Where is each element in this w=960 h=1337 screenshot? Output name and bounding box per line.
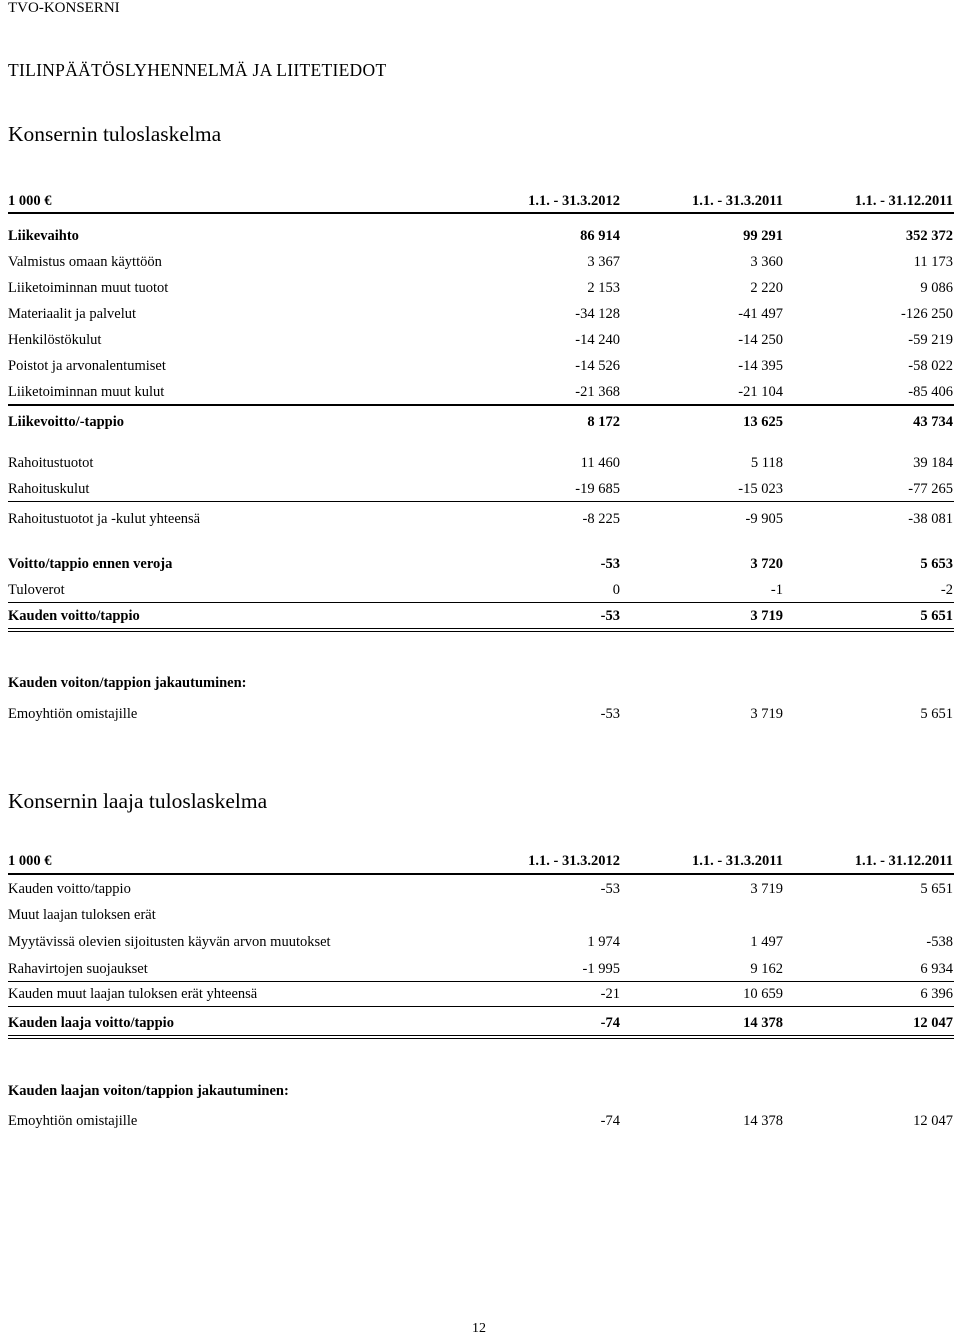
row-label: Rahoitustuotot: [8, 455, 94, 471]
row-value: 3 719: [750, 706, 783, 722]
company-name: TVO-KONSERNI: [8, 0, 120, 16]
row-value: -59 219: [908, 332, 953, 348]
row-value: 5 651: [920, 608, 953, 624]
distribution-title-label: Kauden laajan voiton/tappion jakautuminen:: [8, 1083, 289, 1099]
table-row: [0, 224, 960, 248]
row-value: -2: [940, 582, 953, 598]
table-row: [0, 354, 960, 378]
row-value: -74: [600, 1015, 620, 1031]
table-row: [0, 552, 960, 576]
table-row: [0, 302, 960, 326]
row-rule: [8, 602, 954, 603]
distribution-row: [0, 1109, 960, 1133]
row-value: 12 047: [913, 1015, 953, 1031]
row-value: 352 372: [905, 228, 953, 244]
row-value: 5 651: [920, 881, 953, 897]
row-value: -41 497: [738, 306, 783, 322]
row-label: Emoyhtiön omistajille: [8, 1113, 138, 1129]
row-value: 3 719: [750, 608, 783, 624]
table-row: [0, 507, 960, 531]
row-value: -1: [770, 582, 783, 598]
row-value: -21 104: [738, 384, 783, 400]
row-value: 14 378: [743, 1113, 783, 1129]
column-header: 1.1. - 31.3.2012: [528, 193, 620, 209]
row-value: 5 653: [920, 556, 953, 572]
row-value: -126 250: [901, 306, 953, 322]
document-title: TILINPÄÄTÖSLYHENNELMÄ JA LIITETIEDOT: [8, 60, 387, 80]
row-value: -14 240: [575, 332, 620, 348]
row-label: Kauden laaja voitto/tappio: [8, 1015, 174, 1031]
row-value: -34 128: [575, 306, 620, 322]
row-value: -53: [600, 881, 620, 897]
row-label: Myytävissä olevien sijoitusten käyvän arvon muutokset: [8, 934, 331, 950]
row-label: Liikevoitto/-tappio: [8, 414, 125, 430]
row-value: 3 719: [750, 881, 783, 897]
row-label: Rahoituskulut: [8, 481, 90, 497]
row-label: Kauden voitto/tappio: [8, 608, 140, 624]
row-value: 3 367: [587, 254, 620, 270]
row-label: Emoyhtiön omistajille: [8, 706, 138, 722]
row-label: Tuloverot: [8, 582, 65, 598]
row-value: 5 651: [920, 706, 953, 722]
table-row: [0, 982, 960, 1006]
row-label: Valmistus omaan käyttöön: [8, 254, 162, 270]
table-row: [0, 276, 960, 300]
table-row: [0, 250, 960, 274]
comprehensive-header-row: [0, 849, 960, 873]
row-value: 2 220: [750, 280, 783, 296]
row-label: Voitto/tappio ennen veroja: [8, 556, 173, 572]
row-value: -14 526: [575, 358, 620, 374]
row-value: 1 974: [587, 934, 620, 950]
row-value: -38 081: [908, 511, 953, 527]
row-value: 3 720: [750, 556, 783, 572]
row-label: Liikevaihto: [8, 228, 79, 244]
row-value: -58 022: [908, 358, 953, 374]
column-header: 1.1. - 31.12.2011: [854, 193, 953, 209]
row-value: -53: [600, 706, 620, 722]
header-rule: [8, 212, 954, 214]
row-value: -53: [600, 608, 620, 624]
row-value: 0: [612, 582, 620, 598]
row-value: -14 250: [738, 332, 783, 348]
row-value: 8 172: [587, 414, 620, 430]
row-rule: [8, 628, 954, 632]
table-row: [0, 410, 960, 434]
row-label: Liiketoiminnan muut tuotot: [8, 280, 169, 296]
row-label: Kauden voitto/tappio: [8, 881, 131, 897]
row-value: -1 995: [582, 961, 620, 977]
table-row: [0, 477, 960, 501]
row-value: 3 360: [750, 254, 783, 270]
row-label: Henkilöstökulut: [8, 332, 102, 348]
row-value: 6 934: [920, 961, 953, 977]
row-label: Liiketoiminnan muut kulut: [8, 384, 165, 400]
row-label: Rahavirtojen suojaukset: [8, 961, 148, 977]
row-value: 99 291: [743, 228, 783, 244]
row-value: 14 378: [743, 1015, 783, 1031]
row-value: -538: [926, 934, 953, 950]
distribution-row: [0, 702, 960, 726]
row-label: Kauden muut laajan tuloksen erät yhteensä: [8, 986, 258, 1002]
unit-label: 1 000 €: [8, 193, 52, 209]
row-value: -19 685: [575, 481, 620, 497]
row-value: 13 625: [743, 414, 783, 430]
row-value: -77 265: [908, 481, 953, 497]
row-value: 2 153: [587, 280, 620, 296]
header-rule: [8, 873, 954, 875]
distribution-title: [0, 1079, 960, 1103]
table-row: [0, 903, 960, 927]
column-header: 1.1. - 31.3.2012: [528, 853, 620, 869]
column-header: 1.1. - 31.3.2011: [691, 193, 783, 209]
row-label: Materiaalit ja palvelut: [8, 306, 137, 322]
row-value: 1 497: [750, 934, 783, 950]
row-value: -21 368: [575, 384, 620, 400]
page-number: 12: [472, 1321, 486, 1336]
unit-label: 1 000 €: [8, 853, 52, 869]
row-value: 9 162: [750, 961, 783, 977]
row-value: -14 395: [738, 358, 783, 374]
row-rule: [8, 404, 954, 406]
row-value: 86 914: [580, 228, 620, 244]
distribution-title: [0, 671, 960, 695]
row-value: 5 118: [750, 455, 783, 471]
row-value: 12 047: [913, 1113, 953, 1129]
table-row: [0, 930, 960, 954]
table-row: [0, 451, 960, 475]
row-value: -9 905: [745, 511, 783, 527]
row-value: -53: [600, 556, 620, 572]
row-value: 39 184: [913, 455, 953, 471]
row-value: 11 460: [580, 455, 620, 471]
row-value: -8 225: [582, 511, 620, 527]
table-row: [0, 578, 960, 602]
table-row: [0, 957, 960, 981]
row-rule: [8, 1035, 954, 1039]
table-row: [0, 604, 960, 628]
row-value: -15 023: [738, 481, 783, 497]
row-label: Poistot ja arvonalentumiset: [8, 358, 166, 374]
row-value: 43 734: [913, 414, 953, 430]
income-statement-header-row: [0, 189, 960, 213]
distribution-title-label: Kauden voiton/tappion jakautuminen:: [8, 675, 247, 691]
row-value: 11 173: [913, 254, 953, 270]
column-header: 1.1. - 31.3.2011: [691, 853, 783, 869]
comprehensive-income-title: Konsernin laaja tuloslaskelma: [8, 789, 268, 813]
table-row: [0, 877, 960, 901]
table-row: [0, 328, 960, 352]
row-label: Rahoitustuotot ja -kulut yhteensä: [8, 511, 201, 527]
row-rule: [8, 501, 954, 502]
row-value: -21: [600, 986, 620, 1002]
row-label: Muut laajan tuloksen erät: [8, 907, 156, 923]
table-row: [0, 380, 960, 404]
row-value: -74: [600, 1113, 620, 1129]
row-value: 9 086: [920, 280, 953, 296]
income-statement-title: Konsernin tuloslaskelma: [8, 122, 222, 146]
table-row: [0, 1011, 960, 1035]
row-value: 10 659: [743, 986, 783, 1002]
row-value: 6 396: [920, 986, 953, 1002]
row-value: -85 406: [908, 384, 953, 400]
column-header: 1.1. - 31.12.2011: [854, 853, 953, 869]
row-rule: [8, 1006, 954, 1007]
